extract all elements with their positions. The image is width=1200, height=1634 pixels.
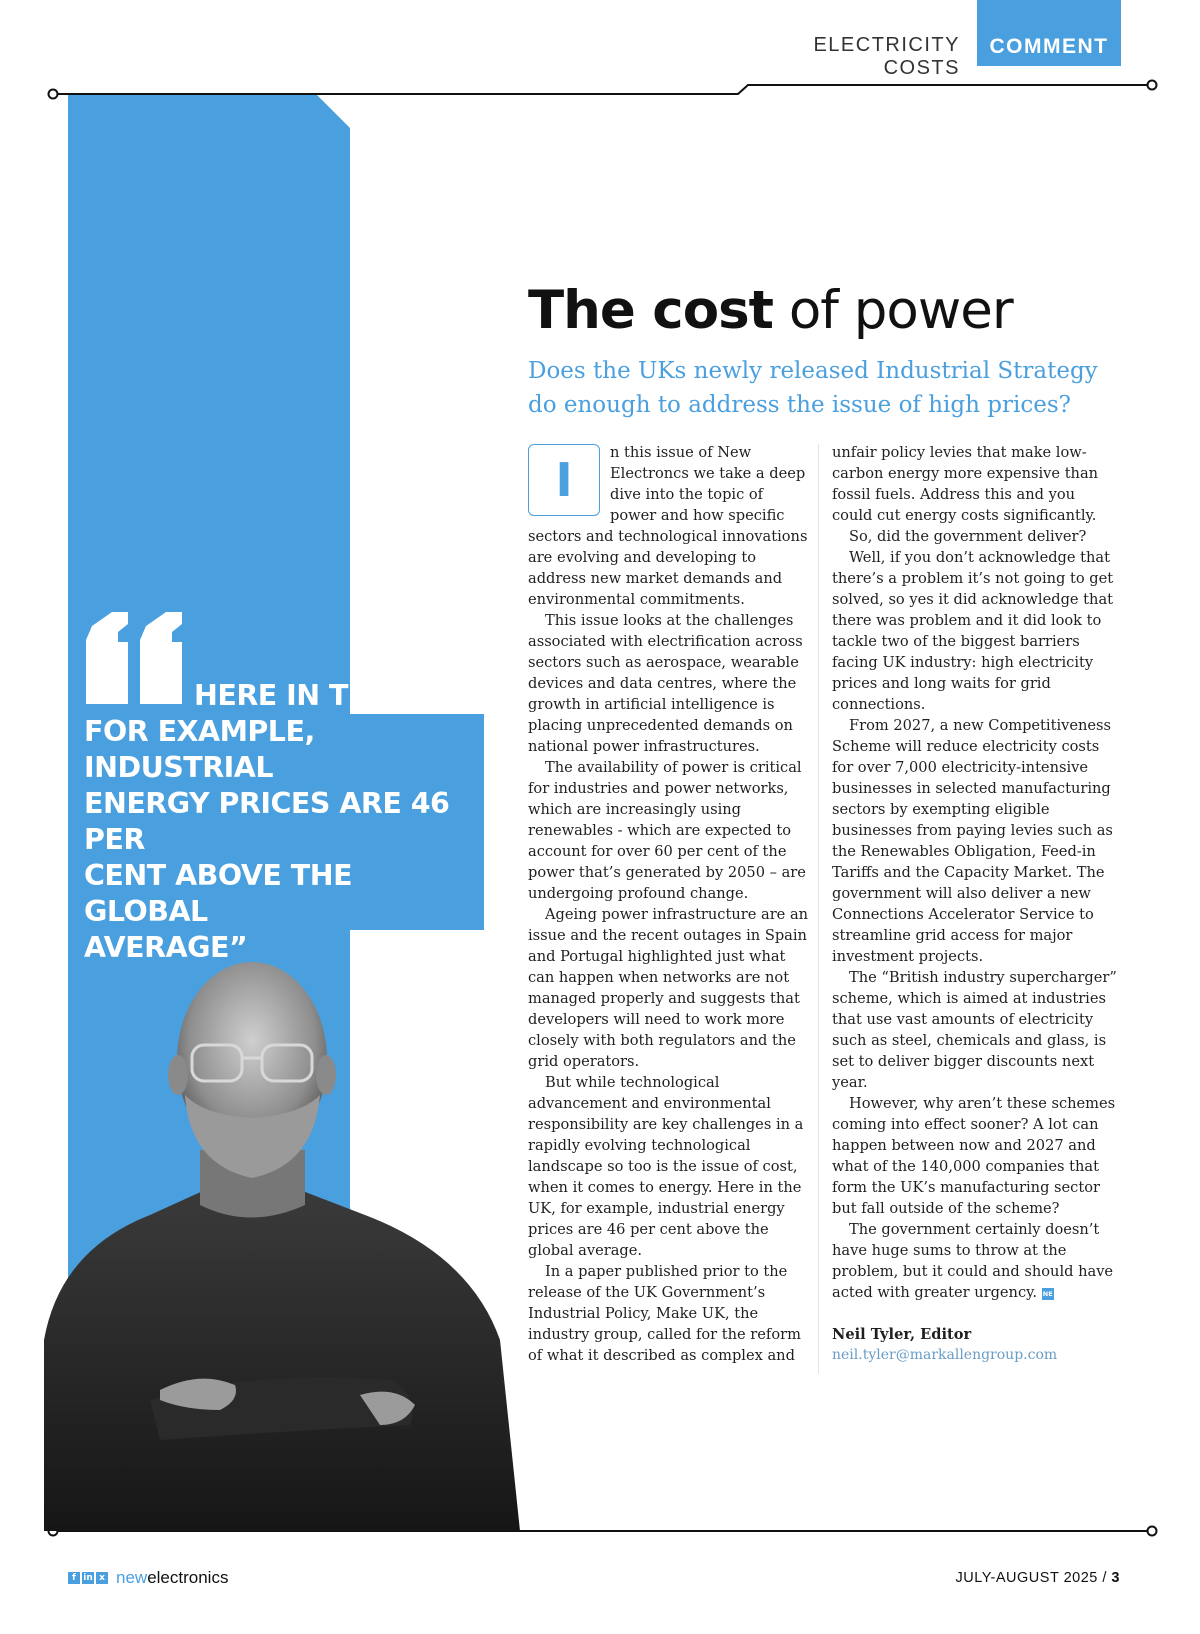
paragraph-last [832,1219,1117,1303]
column-divider [818,444,819,1374]
title-bold: The cost [528,280,773,341]
author-email[interactable]: neil.tyler@markallengroup.com [832,1347,1058,1363]
title-light: of power [788,280,1013,341]
pull-quote-line: CENT ABOVE THE GLOBAL [84,858,484,930]
paragraph: In a paper published prior to the release of the UK Government’s Industrial Policy, Make UK, the industry group, called for the reform of what it described as complex and [528,1263,801,1364]
section-label: ELECTRICITY COSTS [813,34,960,79]
linkedin-icon[interactable]: in [83,1573,93,1583]
standfirst: Does the UKs newly released Industrial Strategy do enough to address the issue of high prices? [528,358,1098,418]
body-column-2 [832,442,1117,1366]
comment-tag: COMMENT [977,0,1121,66]
paragraph: unfair policy levies that make low-carbon energy more expensive than fossil fuels. Address this and you could cut energy costs significantly. [832,444,1099,524]
x-icon[interactable]: x [96,1572,108,1584]
body-column-1 [528,442,811,1366]
pull-quote-line: HERE IN THE UK, [194,679,455,712]
paragraph: From 2027, a new Competitiveness Scheme will reduce electricity costs for over 7,000 electricity-intensive businesses in selected manufacturing sectors by exempting eligible businesses from paying levies such as the Renewables Obligation, Feed-in Tariffs and the Capacity Market. The government will also deliver a new Connections Accelerator Service to streamline grid access for major investment projects. [832,717,1113,965]
paragraph: The “British industry supercharger” scheme, which is aimed at industries that use vast amounts of electricity such as steel, chemicals and glass, is set to deliver bigger discounts next year. [832,969,1117,1091]
page-number: 3 [1111,1570,1120,1586]
issue-date: JULY-AUGUST 2025 [955,1570,1098,1586]
author-name: Neil Tyler, Editor [832,1326,972,1343]
paragraph: So, did the government deliver? [849,528,1087,545]
brand-logo [116,1568,228,1588]
paragraph: The government certainly doesn’t have huge sums to throw at the problem, but it could and should have acted with greater urgency. [832,1221,1114,1301]
paragraph: Well, if you don’t acknowledge that there’s a problem it’s not going to get solved, so yes it did acknowledge that there was problem and it did look to tackle two of the biggest barriers facing UK industry: high electricity prices and long waits for grid connections. [832,549,1114,713]
drop-cap: I [528,444,600,516]
pull-quote-line: FOR EXAMPLE, INDUSTRIAL [84,714,484,786]
pull-quote-line: ENERGY PRICES ARE 46 PER [84,786,484,858]
end-mark-icon: NE [1042,1290,1053,1298]
paragraph: n this issue of New Electroncs we take a deep dive into the topic of power and how specific sectors and technological innovations are evolving and developing to address new market demands and environmental commitments. [528,444,808,608]
paragraph: This issue looks at the challenges associated with electrification across sectors such as aerospace, wearable devices and data centres, where the growth in artificial intelligence is placing unprecedented demands on national power infrastructures. [528,612,803,755]
paragraph: Ageing power infrastructure are an issue and the recent outages in Spain and Portugal highlighted just what can happen when networks are not managed properly and suggests that developers will need to work more closely with both regulators and the grid operators. [528,906,809,1070]
issue-and-page [956,1570,1121,1586]
paragraph: However, why aren’t these schemes coming into effect sooner? A lot can happen between now and 2027 and what of the 140,000 companies that form the UK’s manufacturing sector but fall outside of the scheme? [832,1095,1116,1217]
footer-brand [68,1568,228,1588]
social-icons [68,1572,108,1584]
brand-rest: electronics [147,1568,229,1587]
paragraph: But while technological advancement and environmental responsibility are key challenges in a rapidly evolving technological landscape so too is the issue of cost, when it comes to energy. Here in the UK, for example, industrial energy prices are 46 per cent above the global average. [528,1074,804,1259]
separator: / [1097,1570,1112,1586]
article-title [528,280,1013,341]
paragraph: The availability of power is critical for industries and power networks, which are increasingly using renewables - which are expected to account for over 60 per cent of the power that’s generated by 2050 – are undergoing profound change. [528,759,806,902]
brand-new: new [116,1568,148,1587]
facebook-icon[interactable]: f [68,1572,80,1584]
pull-quote-line: AVERAGE” [84,930,261,966]
